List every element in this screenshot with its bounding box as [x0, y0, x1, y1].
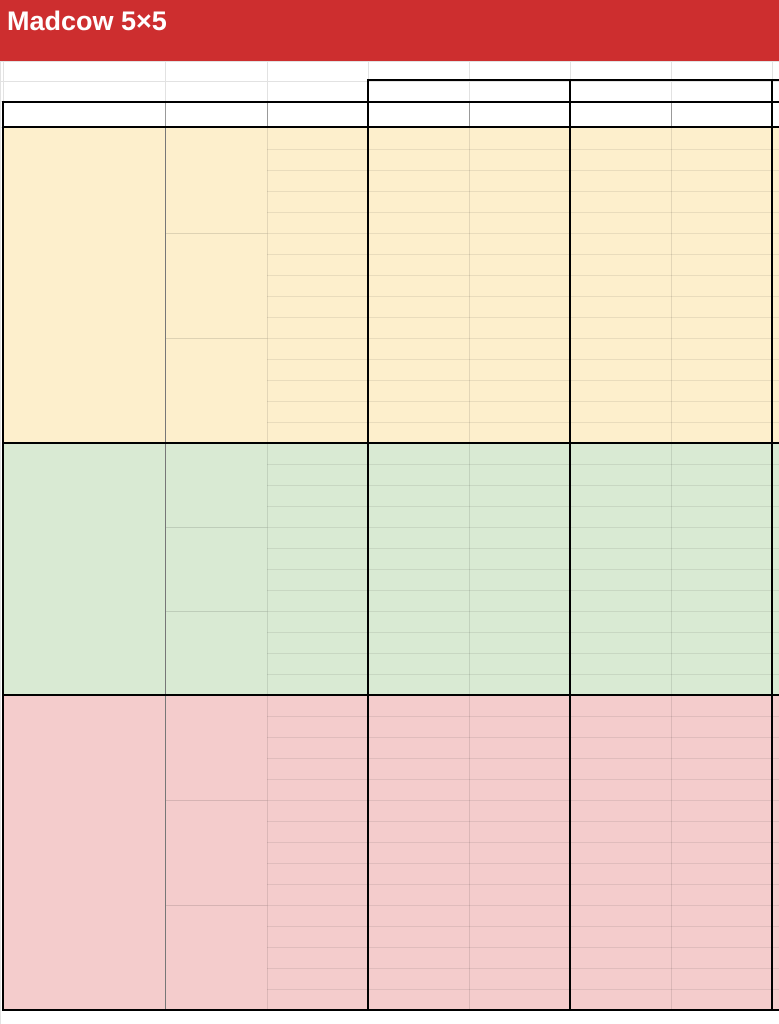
set-number: [267, 170, 368, 191]
week1-weight: [469, 170, 570, 191]
week1-weight: [469, 275, 570, 296]
table-border: [771, 101, 773, 128]
table-border: [367, 79, 369, 103]
week1-weight: [469, 758, 570, 779]
exercise-barbell-row-link[interactable]: [165, 905, 267, 926]
week2-reps: [570, 527, 671, 548]
header-set: [267, 102, 368, 127]
week2-reps: [570, 653, 671, 674]
week2-reps: [570, 800, 671, 821]
week2-weight: [671, 968, 772, 989]
week2-weight: [671, 380, 772, 401]
week2-reps: [570, 905, 671, 926]
grid-line: [165, 233, 267, 234]
grid-line: [469, 102, 470, 127]
week2-weight: [671, 233, 772, 254]
week2-reps: [570, 422, 671, 443]
table-border: [2, 1009, 779, 1011]
day-label: [3, 695, 165, 1010]
week1-weight: [469, 191, 570, 212]
week1-reps: [368, 926, 469, 947]
week1-reps: [368, 296, 469, 317]
week2-reps: [570, 695, 671, 716]
week1-weight: [469, 590, 570, 611]
week1-reps: [368, 149, 469, 170]
table-border: [771, 128, 773, 1010]
week2-weight: [671, 401, 772, 422]
week1-weight: [469, 905, 570, 926]
week1-reps: [368, 548, 469, 569]
week1-reps: [368, 989, 469, 1010]
week1-weight: [469, 800, 570, 821]
week2-weight: [671, 212, 772, 233]
week2-reps: [570, 212, 671, 233]
grid-line: [671, 102, 672, 127]
week2-weight: [671, 800, 772, 821]
week2-reps: [570, 443, 671, 464]
set-number: [267, 863, 368, 884]
set-number: [267, 233, 368, 254]
week1-reps: [368, 737, 469, 758]
header-week1-weight: [469, 102, 570, 127]
week1-reps: [368, 317, 469, 338]
week1-weight: [469, 359, 570, 380]
set-number: [267, 716, 368, 737]
week1-weight: [469, 863, 570, 884]
week2-weight: [671, 632, 772, 653]
week2-weight: [671, 464, 772, 485]
week1-reps: [368, 758, 469, 779]
week2-reps: [570, 947, 671, 968]
set-number: [267, 443, 368, 464]
week2-reps: [570, 149, 671, 170]
week1-weight: [469, 212, 570, 233]
set-number: [267, 653, 368, 674]
week2-reps: [570, 359, 671, 380]
exercise-bench-press-link[interactable]: [165, 800, 267, 821]
set-number: [267, 527, 368, 548]
week2-weight: [671, 590, 772, 611]
table-border: [2, 694, 779, 696]
week1-weight: [469, 674, 570, 695]
set-number: [267, 296, 368, 317]
week2-reps: [570, 590, 671, 611]
week1-reps: [368, 170, 469, 191]
set-number: [267, 842, 368, 863]
week1-weight: [469, 821, 570, 842]
week1-reps: [368, 338, 469, 359]
week2-reps: [570, 674, 671, 695]
week1-weight: [469, 611, 570, 632]
week2-reps: [570, 338, 671, 359]
week2-reps: [570, 758, 671, 779]
week2-weight: [671, 905, 772, 926]
week2-weight: [671, 611, 772, 632]
week2-reps: [570, 842, 671, 863]
set-number: [267, 632, 368, 653]
set-number: [267, 464, 368, 485]
week1-reps: [368, 254, 469, 275]
week2-reps: [570, 989, 671, 1010]
week2-weight: [671, 674, 772, 695]
grid-line: [165, 695, 166, 1010]
week2-reps: [570, 632, 671, 653]
week2-weight: [671, 254, 772, 275]
week1-reps: [368, 947, 469, 968]
week1-reps: [368, 275, 469, 296]
week1-reps: [368, 464, 469, 485]
set-number: [267, 401, 368, 422]
week1-reps: [368, 716, 469, 737]
week2-reps: [570, 317, 671, 338]
week2-reps: [570, 506, 671, 527]
week2-reps: [570, 737, 671, 758]
week1-weight: [469, 884, 570, 905]
week1-weight: [469, 989, 570, 1010]
week1-reps: [368, 233, 469, 254]
week2-reps: [570, 968, 671, 989]
table-border: [367, 101, 369, 128]
week1-weight: [469, 401, 570, 422]
set-number: [267, 674, 368, 695]
week2-weight: [671, 128, 772, 149]
week1-reps: [368, 443, 469, 464]
week1-weight: [469, 128, 570, 149]
week1-reps: [368, 632, 469, 653]
week1-reps: [368, 569, 469, 590]
grid-line: [165, 102, 166, 127]
week2-reps: [570, 485, 671, 506]
week1-weight: [469, 485, 570, 506]
week2-weight: [671, 653, 772, 674]
week1-weight: [469, 779, 570, 800]
week2-weight: [671, 569, 772, 590]
exercise-squat-link[interactable]: [165, 170, 267, 191]
set-number: [267, 758, 368, 779]
week2-weight: [671, 443, 772, 464]
exercise-barbell-row-link[interactable]: [165, 380, 267, 401]
set-number: [267, 254, 368, 275]
grid-line: [0, 61, 779, 62]
table-border: [2, 442, 779, 444]
week2-reps: [570, 611, 671, 632]
week1-weight: [469, 317, 570, 338]
week2-reps: [570, 254, 671, 275]
week2-reps: [570, 863, 671, 884]
set-number: [267, 359, 368, 380]
set-number: [267, 275, 368, 296]
day-label: [3, 443, 165, 695]
week2-reps: [570, 926, 671, 947]
week1-reps: [368, 422, 469, 443]
week2-reps: [570, 128, 671, 149]
week1-reps: [368, 863, 469, 884]
set-number: [267, 737, 368, 758]
week1-weight: [469, 548, 570, 569]
week2-reps: [570, 380, 671, 401]
week2-weight: [671, 485, 772, 506]
week1-reps: [368, 968, 469, 989]
set-number: [267, 380, 368, 401]
week1-reps: [368, 905, 469, 926]
week1-reps: [368, 212, 469, 233]
week1-weight: [469, 422, 570, 443]
table-border: [2, 126, 779, 128]
table-border: [2, 101, 4, 1011]
header-week1: [368, 81, 570, 102]
header-week2-weight: [671, 102, 772, 127]
week2-weight: [671, 191, 772, 212]
week2-weight: [671, 296, 772, 317]
set-number: [267, 485, 368, 506]
week1-weight: [469, 968, 570, 989]
exercise-squat-link[interactable]: [165, 695, 267, 716]
week2-weight: [671, 359, 772, 380]
week2-reps: [570, 191, 671, 212]
grid-line: [165, 338, 267, 339]
exercise-bench-press-link[interactable]: [165, 275, 267, 296]
week1-weight: [469, 737, 570, 758]
week2-weight: [671, 863, 772, 884]
week2-weight: [671, 338, 772, 359]
set-number: [267, 905, 368, 926]
set-number: [267, 548, 368, 569]
week2-reps: [570, 716, 671, 737]
header-day: [3, 102, 165, 127]
grid-line: [267, 102, 268, 127]
week2-weight: [671, 275, 772, 296]
week2-weight: [671, 779, 772, 800]
week1-reps: [368, 779, 469, 800]
week2-reps: [570, 569, 671, 590]
week1-weight: [469, 716, 570, 737]
week1-weight: [469, 338, 570, 359]
exercise-squat-link[interactable]: [165, 443, 267, 464]
week1-reps: [368, 884, 469, 905]
week1-reps: [368, 191, 469, 212]
table-border: [367, 79, 779, 81]
set-number: [267, 422, 368, 443]
set-number: [267, 989, 368, 1010]
table-border: [367, 128, 369, 1010]
set-number: [267, 821, 368, 842]
header-exercise: [165, 102, 267, 127]
week1-reps: [368, 611, 469, 632]
set-number: [267, 926, 368, 947]
week2-weight: [671, 947, 772, 968]
set-number: [267, 695, 368, 716]
week2-reps: [570, 821, 671, 842]
header-week2-reps: [570, 102, 671, 127]
week1-reps: [368, 359, 469, 380]
week2-weight: [671, 821, 772, 842]
set-number: [267, 569, 368, 590]
week2-reps: [570, 548, 671, 569]
table-border: [569, 128, 571, 1010]
week2-reps: [570, 275, 671, 296]
week1-reps: [368, 527, 469, 548]
table-border: [569, 81, 571, 102]
week1-reps: [368, 506, 469, 527]
set-number: [267, 590, 368, 611]
week2-weight: [671, 716, 772, 737]
week2-weight: [671, 758, 772, 779]
week1-weight: [469, 842, 570, 863]
week2-weight: [671, 422, 772, 443]
table-border: [569, 101, 571, 128]
week2-reps: [570, 296, 671, 317]
set-number: [267, 800, 368, 821]
week1-weight: [469, 443, 570, 464]
week2-reps: [570, 884, 671, 905]
week1-weight: [469, 926, 570, 947]
set-number: [267, 149, 368, 170]
set-number: [267, 212, 368, 233]
table-border: [771, 81, 773, 102]
week1-weight: [469, 632, 570, 653]
set-number: [267, 317, 368, 338]
week1-reps: [368, 842, 469, 863]
set-number: [267, 506, 368, 527]
week2-weight: [671, 737, 772, 758]
set-number: [267, 947, 368, 968]
week1-reps: [368, 695, 469, 716]
header-week2: [570, 81, 772, 102]
week1-reps: [368, 128, 469, 149]
week2-weight: [671, 695, 772, 716]
week1-reps: [368, 653, 469, 674]
week1-weight: [469, 149, 570, 170]
week2-weight: [671, 527, 772, 548]
set-number: [267, 128, 368, 149]
week1-weight: [469, 296, 570, 317]
week1-reps: [368, 800, 469, 821]
week1-weight: [469, 695, 570, 716]
set-number: [267, 884, 368, 905]
sheet-title: Madcow 5×5: [7, 6, 167, 36]
week2-weight: [671, 926, 772, 947]
week1-weight: [469, 569, 570, 590]
week2-reps: [570, 779, 671, 800]
set-number: [267, 611, 368, 632]
week1-weight: [469, 527, 570, 548]
set-number: [267, 968, 368, 989]
week1-weight: [469, 653, 570, 674]
week2-weight: [671, 506, 772, 527]
grid-line: [165, 128, 166, 443]
week2-reps: [570, 401, 671, 422]
week1-weight: [469, 506, 570, 527]
week1-weight: [469, 464, 570, 485]
week2-weight: [671, 170, 772, 191]
week1-reps: [368, 380, 469, 401]
week1-weight: [469, 947, 570, 968]
week2-weight: [671, 884, 772, 905]
week1-reps: [368, 674, 469, 695]
week2-reps: [570, 464, 671, 485]
exercise-deadlift-link[interactable]: [165, 611, 267, 632]
set-number: [267, 779, 368, 800]
day-label: [3, 128, 165, 443]
week1-reps: [368, 821, 469, 842]
week1-weight: [469, 233, 570, 254]
week1-reps: [368, 401, 469, 422]
header-week1-reps: [368, 102, 469, 127]
exercise-overhead-press-label: [165, 527, 267, 548]
week1-weight: [469, 254, 570, 275]
table-border: [2, 101, 779, 103]
week1-reps: [368, 590, 469, 611]
week2-reps: [570, 233, 671, 254]
week2-weight: [671, 842, 772, 863]
week2-weight: [671, 317, 772, 338]
set-number: [267, 191, 368, 212]
week2-weight: [671, 989, 772, 1010]
set-number: [267, 338, 368, 359]
grid-line: [0, 61, 1, 1024]
week2-weight: [671, 149, 772, 170]
week2-weight: [671, 548, 772, 569]
week2-reps: [570, 170, 671, 191]
grid-line: [165, 443, 166, 695]
title-banner: [0, 0, 779, 61]
week1-weight: [469, 380, 570, 401]
week1-reps: [368, 485, 469, 506]
